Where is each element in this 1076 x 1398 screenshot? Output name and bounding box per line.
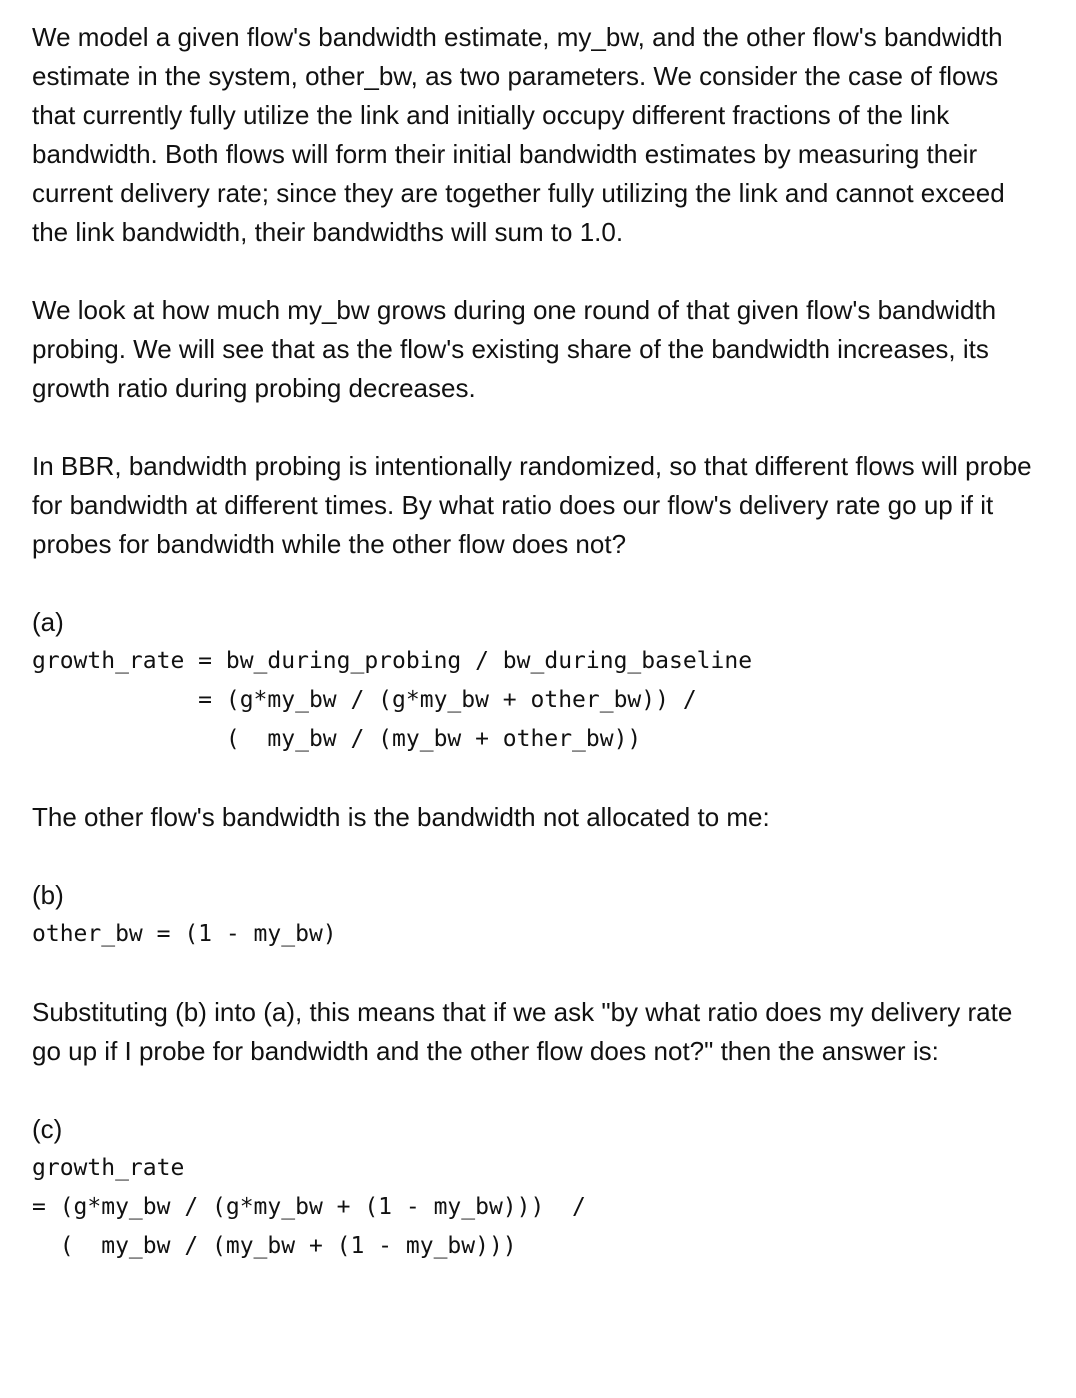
equation-a-line: = (g*my_bw / (g*my_bw + other_bw)) /	[32, 687, 697, 713]
equation-label-c: (c)	[32, 1114, 63, 1144]
equation-a-line: ( my_bw / (my_bw + other_bw))	[32, 726, 642, 752]
spacer	[32, 564, 1052, 603]
spacer	[32, 1071, 1052, 1110]
paragraph-other-bandwidth: The other flow's bandwidth is the bandwidth not allocated to me:	[32, 802, 770, 832]
paragraph-substitution: Substituting (b) into (a), this means that if we ask "by what ratio does my delivery rate go up if I probe for bandwidth and the other flow does not?" then the answer is:	[32, 997, 1013, 1066]
paragraph-bbr-probing: In BBR, bandwidth probing is intentionally randomized, so that different flows will probe for bandwidth at different times. By what ratio does our flow's delivery rate go up if it probes for bandwidth while the other flow does not?	[32, 451, 1032, 559]
equation-a-line: growth_rate = bw_during_probing / bw_during_baseline	[32, 648, 753, 674]
equation-label-a: (a)	[32, 607, 64, 637]
equation-c-line: ( my_bw / (my_bw + (1 - my_bw)))	[32, 1233, 517, 1259]
spacer	[32, 837, 1052, 876]
document-body	[32, 18, 1052, 1266]
paragraph-model-description: We model a given flow's bandwidth estimate, my_bw, and the other flow's bandwidth estimate in the system, other_bw, as two parameters. We consider the case of flows that currently fully utilize the link and initially occupy different fractions of the link bandwidth. Both flows will form their initial bandwidth estimates by measuring their current delivery rate; since they are together fully utilizing the link and cannot exceed the link bandwidth, their bandwidths will sum to 1.0.	[32, 22, 1005, 247]
paragraph-growth-overview: We look at how much my_bw grows during one round of that given flow's bandwidth probing. We will see that as the flow's existing share of the bandwidth increases, its growth ratio during probing decreases.	[32, 295, 997, 403]
equation-a	[32, 642, 1052, 759]
equation-label-b: (b)	[32, 880, 64, 910]
equation-c-line: growth_rate	[32, 1155, 185, 1181]
spacer	[32, 954, 1052, 993]
equation-b-line: other_bw = (1 - my_bw)	[32, 921, 337, 947]
spacer	[32, 759, 1052, 798]
equation-b	[32, 915, 1052, 954]
spacer	[32, 408, 1052, 447]
equation-c	[32, 1149, 1052, 1266]
spacer	[32, 252, 1052, 291]
equation-c-line: = (g*my_bw / (g*my_bw + (1 - my_bw))) /	[32, 1194, 586, 1220]
